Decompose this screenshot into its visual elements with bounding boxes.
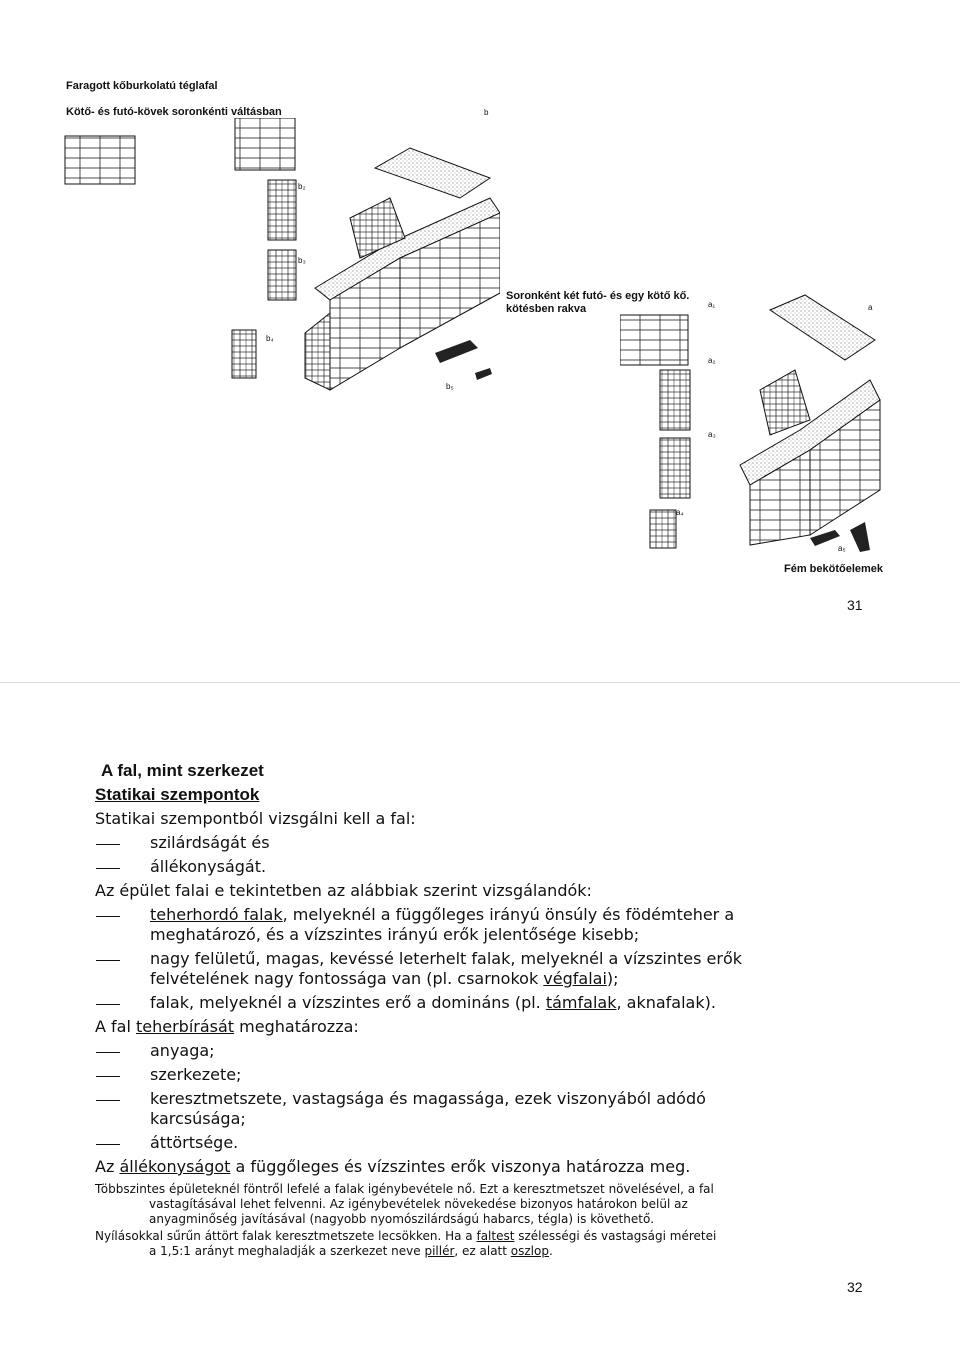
label-b5: b₅ bbox=[446, 382, 454, 391]
term-link: teherhordó falak bbox=[150, 905, 283, 924]
paragraph: A fal teherbírását meghatározza: bbox=[95, 1017, 359, 1036]
list-item: szerkezete; bbox=[150, 1065, 242, 1084]
list-item-continuation: karcsúsága; bbox=[150, 1109, 246, 1128]
label-a1: a₁ bbox=[708, 300, 716, 309]
list-dash bbox=[96, 960, 120, 961]
label-b: b bbox=[484, 108, 489, 117]
list-dash bbox=[96, 1076, 120, 1077]
section-subheading: Statikai szempontok bbox=[95, 785, 260, 804]
figure-caption-2-line2: kötésben rakva bbox=[506, 303, 587, 315]
list-dash bbox=[96, 1144, 120, 1145]
list-dash bbox=[96, 1052, 120, 1053]
list-dash bbox=[96, 844, 120, 845]
figure-caption-2-line1: Soronként két futó- és egy kötő kő. bbox=[506, 290, 690, 302]
list-item: keresztmetszete, vastagsága és magassága, ezek viszonyából adódó bbox=[150, 1089, 706, 1108]
list-item: szilárdságát és bbox=[150, 833, 270, 852]
note-text: vastagításával lehet felvenni. Az igénybevételek növekedése bizonyos határokon belül az bbox=[149, 1197, 688, 1211]
note-text: a 1,5:1 arányt meghaladják a szerkezet neve pillér, ez alatt oszlop. bbox=[149, 1244, 553, 1258]
note-text: Többszintes épületeknél föntről lefelé a falak igénybevétele nő. Ezt a keresztmetszet növelésével, a fal bbox=[95, 1182, 714, 1196]
label-b2: b₂ bbox=[298, 182, 306, 191]
note-text: Nyílásokkal sűrűn áttört falak keresztmetszete lecsökken. Ha a faltest szélességi és vastagsági méretei bbox=[95, 1229, 717, 1243]
term-link: faltest bbox=[476, 1229, 515, 1243]
list-item: anyaga; bbox=[150, 1041, 215, 1060]
list-dash bbox=[96, 1004, 120, 1005]
list-item-continuation: meghatározó, és a vízszintes irányú erők jelentősége kisebb; bbox=[150, 925, 640, 944]
figure-title: Faragott kőburkolatú téglafal bbox=[66, 80, 218, 92]
list-item: teherhordó falak, melyeknél a függőleges irányú önsúly és födémteher a bbox=[150, 905, 735, 924]
term-link: végfalai bbox=[543, 969, 607, 988]
paragraph: Az állékonyságot a függőleges és vízszintes erők viszonya határozza meg. bbox=[95, 1157, 691, 1176]
label-a2: a₂ bbox=[708, 356, 716, 365]
note-text: anyagminőség javításával (nagyobb nyomószilárdságú habarcs, tégla) is követhető. bbox=[149, 1212, 655, 1226]
list-dash bbox=[96, 916, 120, 917]
section-heading: A fal, mint szerkezet bbox=[101, 761, 264, 780]
page-number: 32 bbox=[847, 1279, 863, 1295]
label-a5: a₅ bbox=[838, 544, 846, 553]
list-dash bbox=[96, 1100, 120, 1101]
list-dash bbox=[96, 868, 120, 869]
intro-text: Statikai szempontból vizsgálni kell a fal: bbox=[95, 809, 416, 828]
paragraph: Az épület falai e tekintetben az alábbiak szerint vizsgálandók: bbox=[95, 881, 592, 900]
term-link: teherbírását bbox=[136, 1017, 235, 1036]
list-item: áttörtsége. bbox=[150, 1133, 239, 1152]
label-a: a bbox=[868, 303, 873, 312]
figure-caption-metal: Fém bekötőelemek bbox=[784, 563, 884, 575]
figure-subtitle: Kötő- és futó-kövek soronkénti váltásban bbox=[66, 106, 282, 118]
label-a4: a₄ bbox=[676, 508, 684, 517]
term-link: pillér bbox=[424, 1244, 455, 1258]
brick-wall-illustration-right bbox=[620, 290, 890, 560]
page-number: 31 bbox=[847, 597, 863, 613]
list-item-continuation: felvételének nagy fontossága van (pl. csarnokok végfalai); bbox=[150, 969, 619, 988]
page-31 bbox=[0, 0, 960, 682]
brick-wall-illustration-left bbox=[60, 118, 500, 408]
term-link: támfalak bbox=[545, 993, 617, 1012]
list-item: állékonyságát. bbox=[150, 857, 267, 876]
label-b3: b₃ bbox=[298, 256, 306, 265]
label-a3: a₃ bbox=[708, 430, 716, 439]
term-link: oszlop bbox=[510, 1244, 549, 1258]
label-b4: b₄ bbox=[266, 334, 274, 343]
list-item: falak, melyeknél a vízszintes erő a domináns (pl. támfalak, aknafalak). bbox=[150, 993, 716, 1012]
page-32 bbox=[0, 683, 960, 1367]
list-item: nagy felületű, magas, kevéssé leterhelt falak, melyeknél a vízszintes erők bbox=[150, 949, 743, 968]
term-link: állékonyságot bbox=[119, 1157, 231, 1176]
